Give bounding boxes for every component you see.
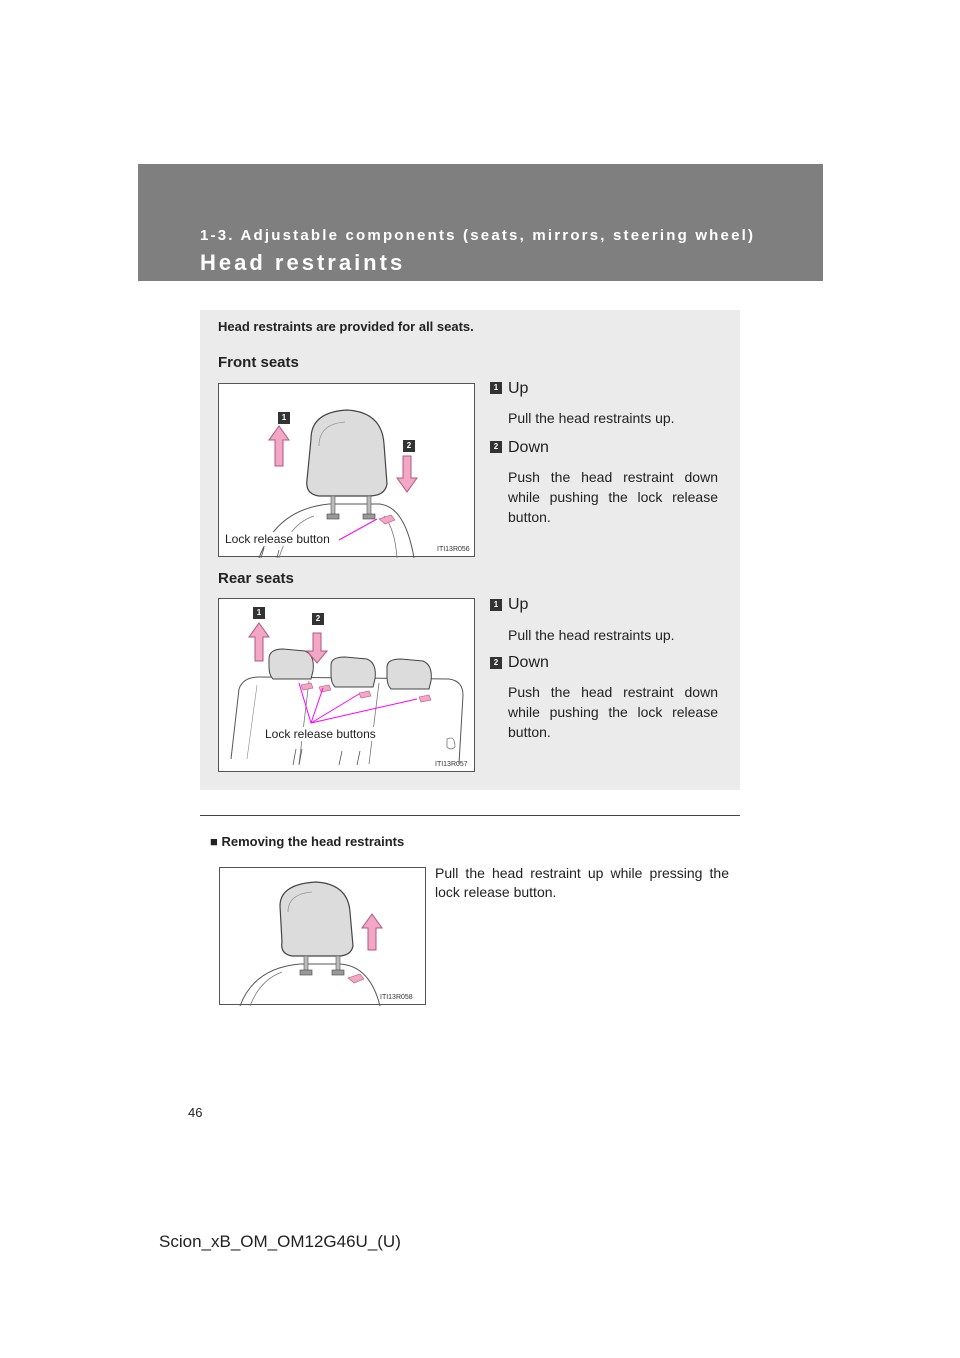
front-step-2-number: 2 [490, 441, 502, 453]
removal-description: Pull the head restraint up while pressing the lock release button. [435, 865, 729, 900]
rear-step-2-label: Down [508, 654, 549, 671]
section-title: 1-3. Adjustable components (seats, mirrors, steering wheel) [200, 227, 756, 244]
page-number: 46 [188, 1105, 203, 1120]
removal-figure-code: ITI13R058 [380, 994, 413, 1001]
front-figure-label-1: 1 [278, 412, 290, 424]
document-code: Scion_xB_OM_OM12G46U_(U) [159, 1232, 401, 1251]
front-callout-label: Lock release button [225, 532, 330, 546]
rear-callout-label: Lock release buttons [265, 727, 376, 741]
rear-seats-heading: Rear seats [218, 570, 294, 587]
rear-step-2-number: 2 [490, 657, 502, 669]
front-step-1-label: Up [508, 380, 529, 397]
removal-headrest-illustration [220, 868, 427, 1006]
front-step-2-label: Down [508, 439, 549, 456]
front-figure-code: ITI13R056 [437, 546, 470, 553]
removal-heading: ■ Removing the head restraints [210, 834, 405, 849]
rear-seats-figure [218, 598, 475, 772]
rear-figure-code: ITI13R057 [435, 761, 468, 768]
rear-step-1-label: Up [508, 596, 529, 613]
front-seats-heading: Front seats [218, 354, 299, 371]
front-step-2-desc: Push the head restraint down while pushing the lock release button. [508, 469, 718, 525]
rear-step-1-number: 1 [490, 599, 502, 611]
front-figure-label-2: 2 [403, 440, 415, 452]
rear-figure-label-1: 1 [253, 607, 265, 619]
rear-step-2-desc: Push the head restraint down while pushing the lock release button. [508, 684, 718, 740]
rear-headrest-illustration [219, 599, 476, 773]
intro-text: Head restraints are provided for all seats. [218, 319, 474, 334]
rear-figure-label-2: 2 [312, 613, 324, 625]
front-seats-figure [218, 383, 475, 557]
front-step-1-desc: Pull the head restraints up. [508, 410, 675, 426]
page-title: Head restraints [200, 250, 406, 275]
section-divider [200, 815, 740, 816]
rear-step-1-desc: Pull the head restraints up. [508, 627, 675, 643]
removal-figure [219, 867, 426, 1005]
front-step-1-number: 1 [490, 382, 502, 394]
